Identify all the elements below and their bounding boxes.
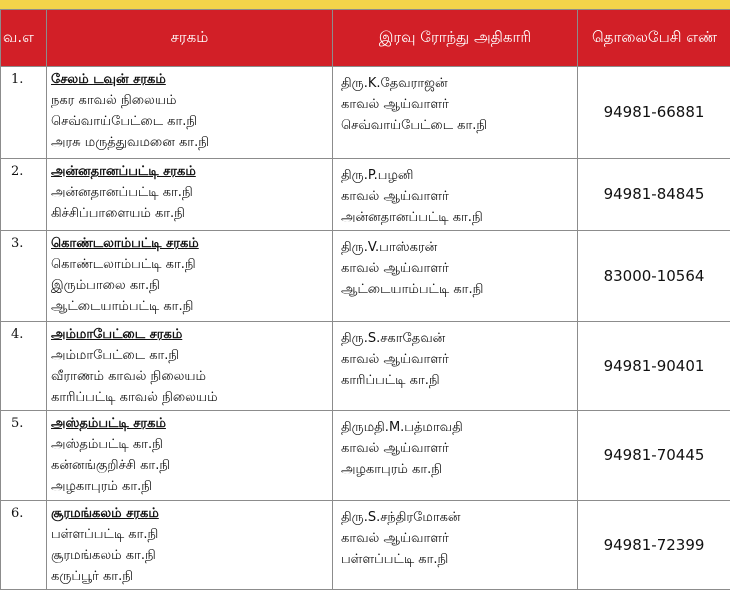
officer-rank: காவல் ஆய்வாளர் [341,441,449,456]
officer-cell [333,411,578,501]
officer-cell [333,159,578,231]
serial-no: 5. [1,411,47,501]
phone-number: 94981-90401 [578,322,730,411]
officer-station: ஆட்டையாம்பட்டி கா.நி [341,282,484,297]
header-serial-no: வ.எ [1,10,47,67]
officer-name: திரு.S.சகாதேவன் [341,331,446,346]
center-name: அம்மாபேட்டை சரகம் [51,327,183,342]
officer-rank: காவல் ஆய்வாளர் [341,261,449,276]
officer-rank: காவல் ஆய்வாளர் [341,531,449,546]
phone-number: 94981-70445 [578,411,730,501]
header-center: சரகம் [47,10,333,67]
station-name: அன்னதானப்பட்டி கா.நி [51,185,193,200]
phone-number: 94981-66881 [578,67,730,159]
officer-cell [333,231,578,322]
table-row [1,411,730,501]
phone-number: 94981-84845 [578,159,730,231]
officer-name: திரு.K.தேவராஜன் [341,76,448,91]
station-name: நகர காவல் நிலையம் [51,93,177,108]
station-name: அஸ்தம்பட்டி கா.நி [51,437,163,452]
phone-number: 94981-72399 [578,501,730,590]
table-row [1,67,730,159]
table-row [1,501,730,590]
phone-number: 83000-10564 [578,231,730,322]
serial-no: 3. [1,231,47,322]
center-cell [47,159,333,231]
officer-rank: காவல் ஆய்வாளர் [341,189,449,204]
serial-no: 6. [1,501,47,590]
station-name: செவ்வாய்பேட்டை கா.நி [51,114,198,129]
station-name: கிச்சிப்பாளையம் கா.நி [51,206,185,221]
center-name: சேலம் டவுன் சரகம் [51,72,166,87]
table-row [1,231,730,322]
officer-name: திரு.V.பாஸ்கரன் [341,240,438,255]
center-name: கொண்டலாம்பட்டி சரகம் [51,236,199,251]
station-name: பள்ளப்பட்டி கா.நி [51,527,159,542]
station-name: அழகாபுரம் கா.நி [51,479,153,494]
table-row [1,322,730,411]
station-name: கன்னங்குறிச்சி கா.நி [51,458,171,473]
center-cell [47,231,333,322]
center-cell [47,411,333,501]
officer-cell [333,67,578,159]
station-name: வீராணம் காவல் நிலையம் [51,369,207,384]
station-name: காரிப்பட்டி காவல் நிலையம் [51,390,218,405]
officer-cell [333,501,578,590]
officer-name: திரு.P.பழனி [341,168,414,183]
header-row [1,10,730,67]
center-cell [47,501,333,590]
officer-cell [333,322,578,411]
center-cell [47,67,333,159]
officer-rank: காவல் ஆய்வாளர் [341,97,449,112]
officer-station: காரிப்பட்டி கா.நி [341,373,440,388]
serial-no: 4. [1,322,47,411]
top-strip [0,0,730,9]
header-officer: இரவு ரோந்து அதிகாரி [333,10,578,67]
station-name: அம்மாபேட்டை கா.நி [51,348,180,363]
officer-rank: காவல் ஆய்வாளர் [341,352,449,367]
serial-no: 2. [1,159,47,231]
officer-name: திரு.S.சந்திரமோகன் [341,510,461,525]
center-cell [47,322,333,411]
officer-name: திருமதி.M.பத்மாவதி [341,420,463,435]
officer-station: அழகாபுரம் கா.நி [341,462,443,477]
night-patrol-table [0,9,730,590]
station-name: அரசு மருத்துவமனை கா.நி [51,135,209,150]
officer-station: பள்ளப்பட்டி கா.நி [341,552,449,567]
center-name: அஸ்தம்பட்டி சரகம் [51,416,166,431]
serial-no: 1. [1,67,47,159]
station-name: சூரமங்கலம் கா.நி [51,548,156,563]
station-name: கொண்டலாம்பட்டி கா.நி [51,257,196,272]
station-name: கருப்பூர் கா.நி [51,569,133,584]
center-name: சூரமங்கலம் சரகம் [51,506,159,521]
station-name: ஆட்டையாம்பட்டி கா.நி [51,299,194,314]
table-row [1,159,730,231]
officer-station: அன்னதானப்பட்டி கா.நி [341,210,483,225]
officer-station: செவ்வாய்பேட்டை கா.நி [341,118,488,133]
header-phone: தொலைபேசி எண் [578,10,730,67]
center-name: அன்னதானப்பட்டி சரகம் [51,164,196,179]
station-name: இரும்பாலை கா.நி [51,278,160,293]
